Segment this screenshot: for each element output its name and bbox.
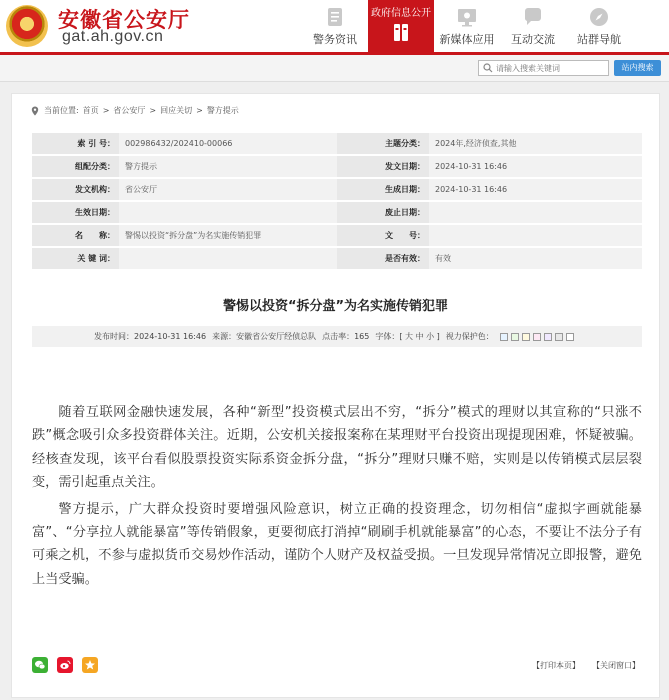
meta-key: 发文日期：: [337, 156, 429, 177]
table-row: [32, 248, 642, 269]
meta-value: 2024年,经济侦查,其他: [429, 133, 642, 154]
breadcrumb-dept[interactable]: 省公安厅: [113, 106, 146, 115]
nav-label: 警务资讯: [313, 33, 357, 46]
breadcrumb-separator: >: [102, 106, 110, 115]
meta-key: 生成日期：: [337, 179, 429, 200]
nav-item-gov-info[interactable]: [368, 0, 434, 53]
color-swatch[interactable]: [555, 333, 563, 341]
article-title: 警惕以投资“拆分盘”为名实施传销犯罪: [222, 299, 449, 314]
table-row: [32, 133, 642, 154]
nav-item-interaction[interactable]: [500, 0, 566, 52]
meta-value: [429, 202, 642, 223]
table-row: [32, 225, 642, 246]
breadcrumb-prefix: 当前位置:: [44, 106, 79, 115]
weibo-icon[interactable]: [57, 657, 73, 673]
meta-key: 发文机构：: [32, 179, 119, 200]
document-icon: [323, 5, 347, 29]
eye-protect-label: 视力保护色：: [445, 332, 494, 341]
meta-value: 2024-10-31 16:46: [429, 179, 642, 200]
color-swatch[interactable]: [522, 333, 530, 341]
breadcrumb-concern[interactable]: 回应关切: [160, 106, 193, 115]
click-count: 点击率：165: [322, 332, 370, 341]
meta-key: 是否有效：: [337, 248, 429, 269]
table-row: [32, 202, 642, 223]
meta-value: 省公安厅: [119, 179, 337, 200]
close-window-link[interactable]: 【关闭窗口】: [592, 661, 640, 670]
meta-value: 警惕以投资“拆分盘”为名实施传销犯罪: [119, 225, 337, 246]
breadcrumb-home[interactable]: 首页: [82, 106, 99, 115]
publish-time: 发布时间：2024-10-31 16:46: [94, 332, 207, 341]
site-url: gat.ah.gov.cn: [62, 28, 164, 45]
article-source: 来源：安徽省公安厅经侦总队: [212, 332, 317, 341]
breadcrumb: [30, 105, 243, 116]
search-icon: [483, 63, 493, 73]
nav-item-police-news[interactable]: [302, 0, 368, 52]
site-search-button[interactable]: 站内搜索: [614, 60, 661, 76]
nav-label: 站群导航: [577, 33, 621, 46]
location-icon: [30, 106, 40, 116]
meta-value: [429, 225, 642, 246]
nav-label: 新媒体应用: [439, 33, 495, 46]
meta-key: 关 键 词：: [32, 248, 119, 269]
site-name[interactable]: 安徽省公安厅: [58, 7, 190, 32]
share-buttons: [32, 657, 107, 673]
meta-value: 002986432/202410-00066: [119, 133, 337, 154]
page-actions: [520, 660, 640, 671]
meta-key: 生效日期：: [32, 202, 119, 223]
meta-key: 废止日期：: [337, 202, 429, 223]
breadcrumb-separator: >: [196, 106, 203, 115]
search-bar: [0, 55, 669, 82]
meta-key: 名 称：: [32, 225, 119, 246]
color-swatch[interactable]: [500, 333, 508, 341]
meta-value: [119, 202, 337, 223]
meta-value: [119, 248, 337, 269]
meta-key: 索 引 号：: [32, 133, 119, 154]
meta-key: 主题分类：: [337, 133, 429, 154]
search-box[interactable]: [478, 60, 609, 76]
table-row: [32, 156, 642, 177]
meta-value: 2024-10-31 16:46: [429, 156, 642, 177]
site-header: [0, 0, 669, 52]
nav-label: 政府信息公开: [371, 8, 431, 19]
article-paragraph: 警方提示，广大群众投资时要增强风险意识，树立正确的投资理念，切勿相信“虚拟字画就能暴富”、“分享拉人就能暴富”等传销假象，更要彻底打消掉“刷刷手机就能暴富”的心态，不要让不法分子有可乘之机，不参与虚拟货币交易炒作活动，谨防个人财产及权益受损。一旦发现异常情况立即报警，避免上当受骗。: [32, 501, 642, 587]
font-size-selector[interactable]: 字体：[ 大 中 小 ]: [375, 332, 440, 341]
meta-key: 组配分类：: [32, 156, 119, 177]
color-swatch[interactable]: [511, 333, 519, 341]
article-info-bar: [32, 326, 642, 347]
content-panel: [11, 93, 660, 698]
breadcrumb-current[interactable]: 警方提示: [206, 106, 239, 115]
eye-protect-swatches: [500, 332, 577, 341]
wechat-icon[interactable]: [32, 657, 48, 673]
table-row: [32, 179, 642, 200]
meta-value: 有效: [429, 248, 642, 269]
search-input[interactable]: [496, 62, 606, 74]
police-emblem-logo[interactable]: [6, 5, 48, 47]
compass-icon: [587, 5, 611, 29]
meta-value: 警方提示: [119, 156, 337, 177]
color-swatch[interactable]: [566, 333, 574, 341]
qzone-icon[interactable]: [82, 657, 98, 673]
chat-bubble-icon: [521, 5, 545, 29]
breadcrumb-separator: >: [149, 106, 157, 115]
nav-item-site-group[interactable]: [566, 0, 632, 52]
article-paragraph: 随着互联网金融快速发展，各种“新型”投资模式层出不穷，“拆分”模式的理财以其宣称的“只涨不跌”概念吸引众多投资群体关注。近期，公安机关接报案称在某理财平台投资出现提现困难，怀疑被骗。经核查发现，该平台看似股票投资实际系资金拆分盘，“拆分”理财只赚不赔，实则是以传销模式层层裂变，需引起重点关注。: [32, 405, 642, 491]
color-swatch[interactable]: [533, 333, 541, 341]
article-body: [32, 401, 642, 594]
main-nav: [302, 0, 632, 52]
screen-icon: [455, 5, 479, 29]
color-swatch[interactable]: [544, 333, 552, 341]
nav-item-new-media[interactable]: [434, 0, 500, 52]
nav-label: 互动交流: [511, 33, 555, 46]
meta-key: 文 号：: [337, 225, 429, 246]
document-meta-table: [32, 131, 642, 271]
folder-icon: [389, 20, 413, 44]
print-page-link[interactable]: 【打印本页】: [532, 661, 580, 670]
